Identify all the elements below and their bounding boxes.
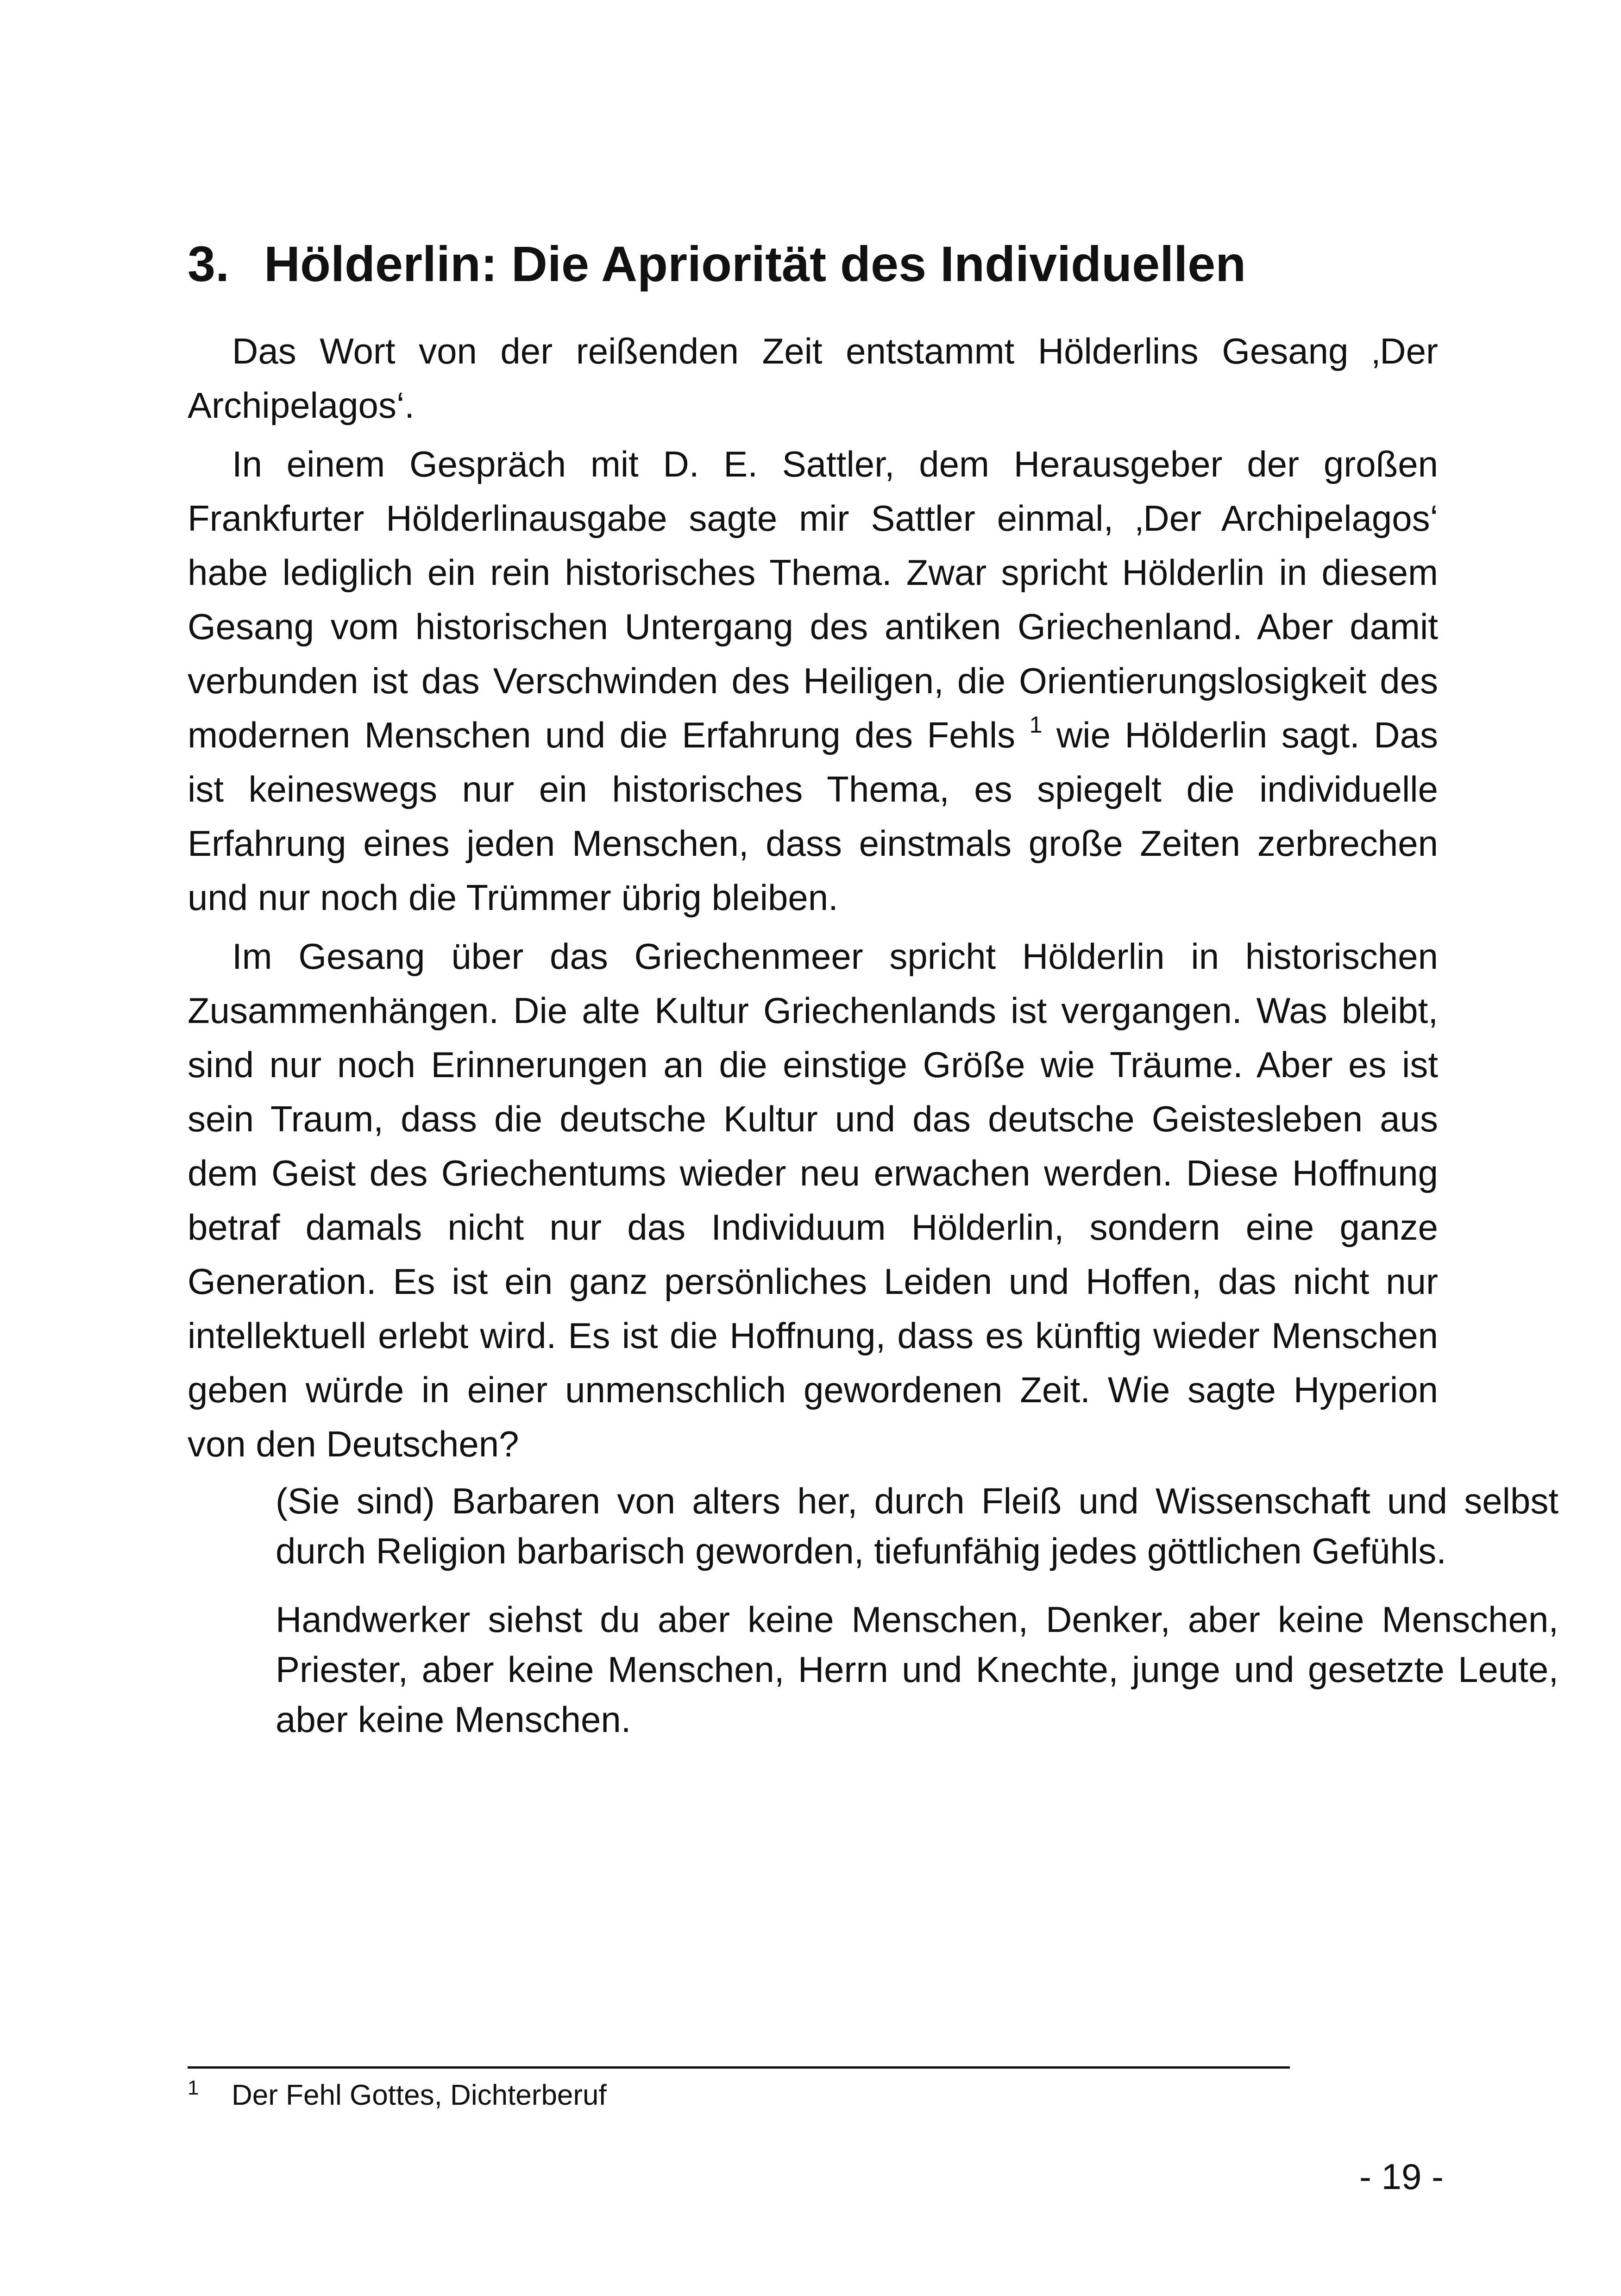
footnote-divider [188, 2066, 1290, 2069]
paragraph-1: Das Wort von der reißenden Zeit entstammt Hölderlins Gesang ‚Der Archipelagos‘. [188, 331, 1438, 426]
chapter-title: Hölderlin: Die Apriorität des Individuellen [264, 236, 1246, 292]
footnote: 1 Der Fehl Gottes, Dichterberuf [188, 2076, 607, 2111]
paragraph-3: Im Gesang über das Griechenmeer spricht Hölderlin in historischen Zusammenhängen. Die alte Kultur Griechenlands ist vergangen. Was bleibt, sind nur noch Erinnerungen an die einstige Größe wie Träume. Aber es ist sein Traum, dass die deutsche Kultur und das deutsche Geistesleben aus dem Geist des Griechentums wieder neu erwachen werden. Diese Hoffnung betraf damals nicht nur das Individuum Hölderlin, sondern eine ganze Generation. Es ist ein ganz persönliches Leiden und Hoffen, das nicht nur intellektuell erlebt wird. Es ist die Hoffnung, dass es künftig wieder Menschen geben würde in einer unmenschlich gewordenen Zeit. Wie sagte Hyperion von den Deutschen? [188, 936, 1438, 1464]
quote-paragraph-2: Handwerker siehst du aber keine Menschen, Denker, aber keine Menschen, Priester, aber keine Menschen, Herrn und Knechte, junge und gesetzte Leute, aber keine Menschen. [276, 1599, 1558, 1740]
page-number: - 19 - [1359, 2156, 1444, 2197]
footnote-reference[interactable]: 1 [1029, 712, 1043, 738]
quote-paragraph-1: (Sie sind) Barbaren von alters her, durch Fleiß und Wissenschaft und selbst durch Religion barbarisch geworden, tiefunfähig jedes göttlichen Gefühls. [276, 1480, 1558, 1571]
chapter-heading [188, 232, 1246, 296]
chapter-number: 3. [188, 236, 230, 292]
block-quote [276, 1476, 1558, 1744]
paragraph-2 [188, 437, 1438, 925]
paragraph-2-part-1: In einem Gespräch mit D. E. Sattler, dem Herausgeber der großen Frankfurter Hölderlinausgabe sagte mir Sattler einmal, ‚Der Archipelagos‘ habe lediglich ein rein historisches Thema. Zwar spricht Hölderlin in diesem Gesang vom historischen Untergang des antiken Griechenland. Aber damit verbunden ist das Verschwinden des Heiligen, die Orientierungslosigkeit des modernen Menschen und die Erfahrung des Fehls [188, 444, 1438, 755]
footnote-text: Der Fehl Gottes, Dichterberuf [232, 2079, 607, 2111]
body-text [188, 324, 1558, 1763]
paragraph-2-part-2: wie Hölderlin sagt. Das ist keineswegs nur ein historisches Thema, es spiegelt die individuelle Erfahrung eines jeden Menschen, dass einstmals große Zeiten zerbrechen und nur noch die Trümmer übrig bleiben. [188, 715, 1438, 918]
